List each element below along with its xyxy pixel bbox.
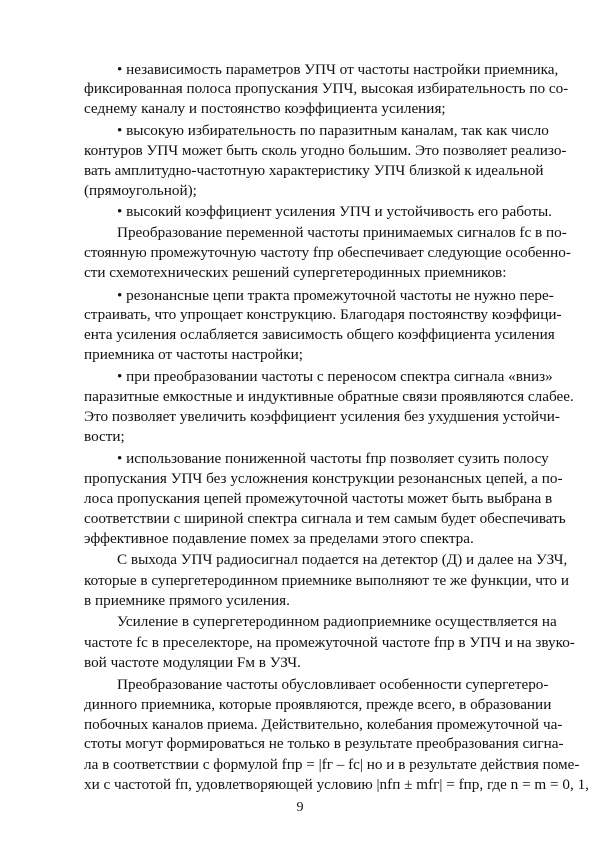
text-line: хи с частотой fп, удовлетворяющей условию |nfп ± mfг| = fпр, где n = m = 0, 1, [84, 776, 589, 793]
text-line: побочных каналов приема. Действительно, колебания промежуточной ча- [84, 716, 563, 733]
text-line: сти схемотехнических решений супергетеродинных приемников: [84, 264, 507, 281]
text-line: • резонансные цепи тракта промежуточной частоты не нужно пере- [117, 287, 554, 304]
text-line: в приемнике прямого усиления. [84, 592, 290, 609]
text-line: (прямоугольной); [84, 182, 197, 199]
text-line: Это позволяет увеличить коэффициент усиления без ухудшения устойчи- [84, 408, 560, 425]
text-line: частоте fc в преселекторе, на промежуточной частоте fпр в УПЧ и на звуко- [84, 634, 575, 651]
text-line: ла в соответствии с формулой fпр = |fг – fс| но и в результате действия поме- [84, 756, 580, 773]
text-line: Преобразование частоты обусловливает особенности супергетеро- [117, 676, 549, 693]
text-line: приемника от частоты настройки; [84, 346, 304, 363]
text-line: С выхода УПЧ радиосигнал подается на детектор (Д) и далее на УЗЧ, [117, 551, 568, 568]
text-line: фиксированная полоса пропускания УПЧ, высокая избирательность по со- [84, 80, 569, 97]
text-line: Преобразование переменной частоты принимаемых сигналов fc в по- [117, 224, 567, 241]
text-line: седнему каналу и постоянство коэффициента усиления; [84, 100, 446, 117]
text-line: вости; [84, 428, 125, 445]
text-line: стоты могут формироваться не только в результате преобразования сигна- [84, 735, 564, 752]
text-line: • высокую избирательность по паразитным каналам, так как число [117, 122, 549, 139]
text-line: • при преобразовании частоты с переносом спектра сигнала «вниз» [117, 368, 553, 385]
text-line: • использование пониженной частоты fпр позволяет сузить полосу [117, 450, 549, 467]
text-line: соответствии с шириной спектра сигнала и тем самым будет обеспечивать [84, 510, 566, 527]
text-line: страивать, что упрощает конструкцию. Благодаря постоянству коэффици- [84, 306, 562, 323]
text-line: паразитные емкостные и индуктивные обратные связи проявляются слабее. [84, 388, 574, 405]
text-line: эффективное подавление помех за пределами этого спектра. [84, 530, 474, 547]
text-line: • высокий коэффициент усиления УПЧ и устойчивость его работы. [117, 203, 552, 220]
text-line: лоса пропускания цепей промежуточной частоты может быть выбрана в [84, 490, 553, 507]
text-line: которые в супергетеродинном приемнике выполняют те же функции, что и [84, 572, 569, 589]
text-line: вой частоте модуляции Fм в УЗЧ. [84, 654, 301, 671]
text-line: стоянную промежуточную частоту fпр обеспечивает следующие особенно- [84, 244, 571, 261]
page-number: 9 [296, 800, 304, 815]
text-line: • независимость параметров УПЧ от частоты настройки приемника, [117, 61, 559, 78]
text-line: динного приемника, которые проявляются, прежде всего, в образовании [84, 696, 552, 713]
text-line: контуров УПЧ может быть сколь угодно большим. Это позволяет реализо- [84, 142, 567, 159]
text-line: пропускания УПЧ без усложнения конструкции резонансных цепей, а по- [84, 470, 563, 487]
text-line: Усиление в супергетеродинном радиоприемнике осуществляется на [117, 613, 557, 630]
text-line: вать амплитудно-частотную характеристику УПЧ близкой к идеальной [84, 162, 544, 179]
text-line: ента усиления ослабляется зависимость общего коэффициента усиления [84, 326, 555, 343]
